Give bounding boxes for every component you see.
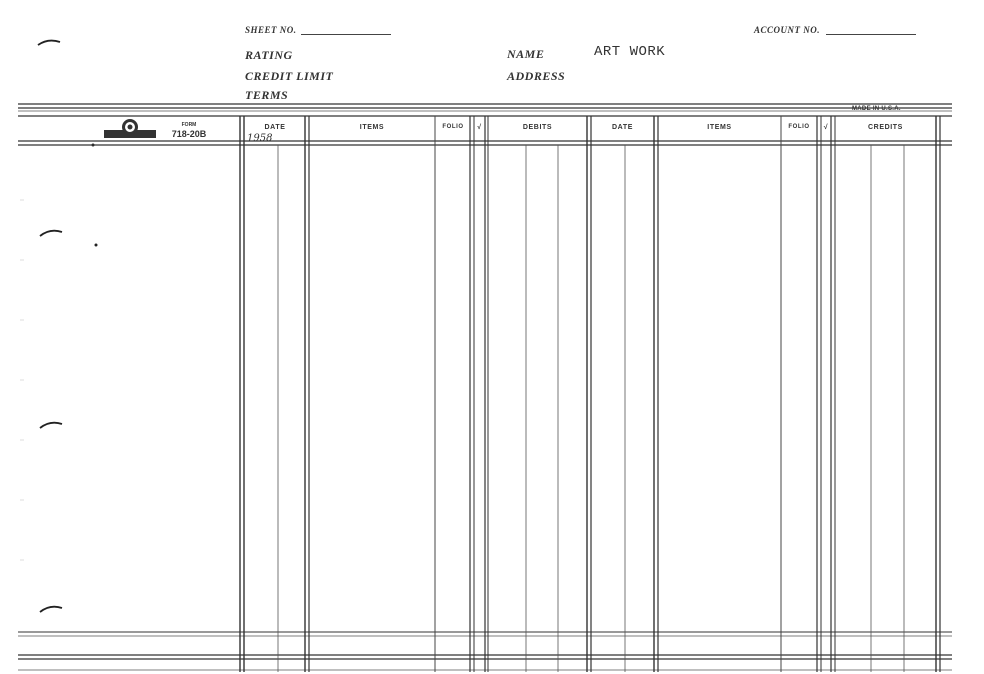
entry-date-year: 1958: [247, 133, 273, 144]
form-label: FORM: [181, 122, 197, 128]
col-header-items-1: ITEMS: [359, 124, 385, 131]
form-number: [164, 121, 214, 139]
address-label: ADDRESS: [507, 69, 566, 83]
credit-limit-label: CREDIT LIMIT: [245, 69, 334, 83]
name-label: NAME: [507, 47, 545, 61]
form-number-value: 718-20B: [171, 129, 207, 139]
made-in-label: MADE IN U.S.A.: [852, 106, 901, 112]
col-header-credits: CREDITS: [868, 124, 903, 131]
col-header-date-1: DATE: [264, 124, 286, 131]
col-header-folio-2: FOLIO: [788, 124, 810, 130]
col-header-folio-1: FOLIO: [442, 124, 464, 130]
sheet-no-label: SHEET NO.: [245, 25, 297, 35]
rating-label: RATING: [245, 48, 293, 62]
publisher-logo: [104, 118, 158, 140]
col-header-check-2: √: [823, 124, 829, 131]
terms-label: TERMS: [245, 88, 289, 102]
account-no-label: ACCOUNT NO.: [754, 25, 821, 35]
col-header-items-2: ITEMS: [707, 124, 732, 131]
col-header-debits: DEBITS: [522, 124, 553, 131]
col-header-check-1: √: [477, 124, 482, 131]
col-header-date-2: DATE: [612, 124, 633, 131]
name-value: ART WORK: [594, 44, 666, 60]
